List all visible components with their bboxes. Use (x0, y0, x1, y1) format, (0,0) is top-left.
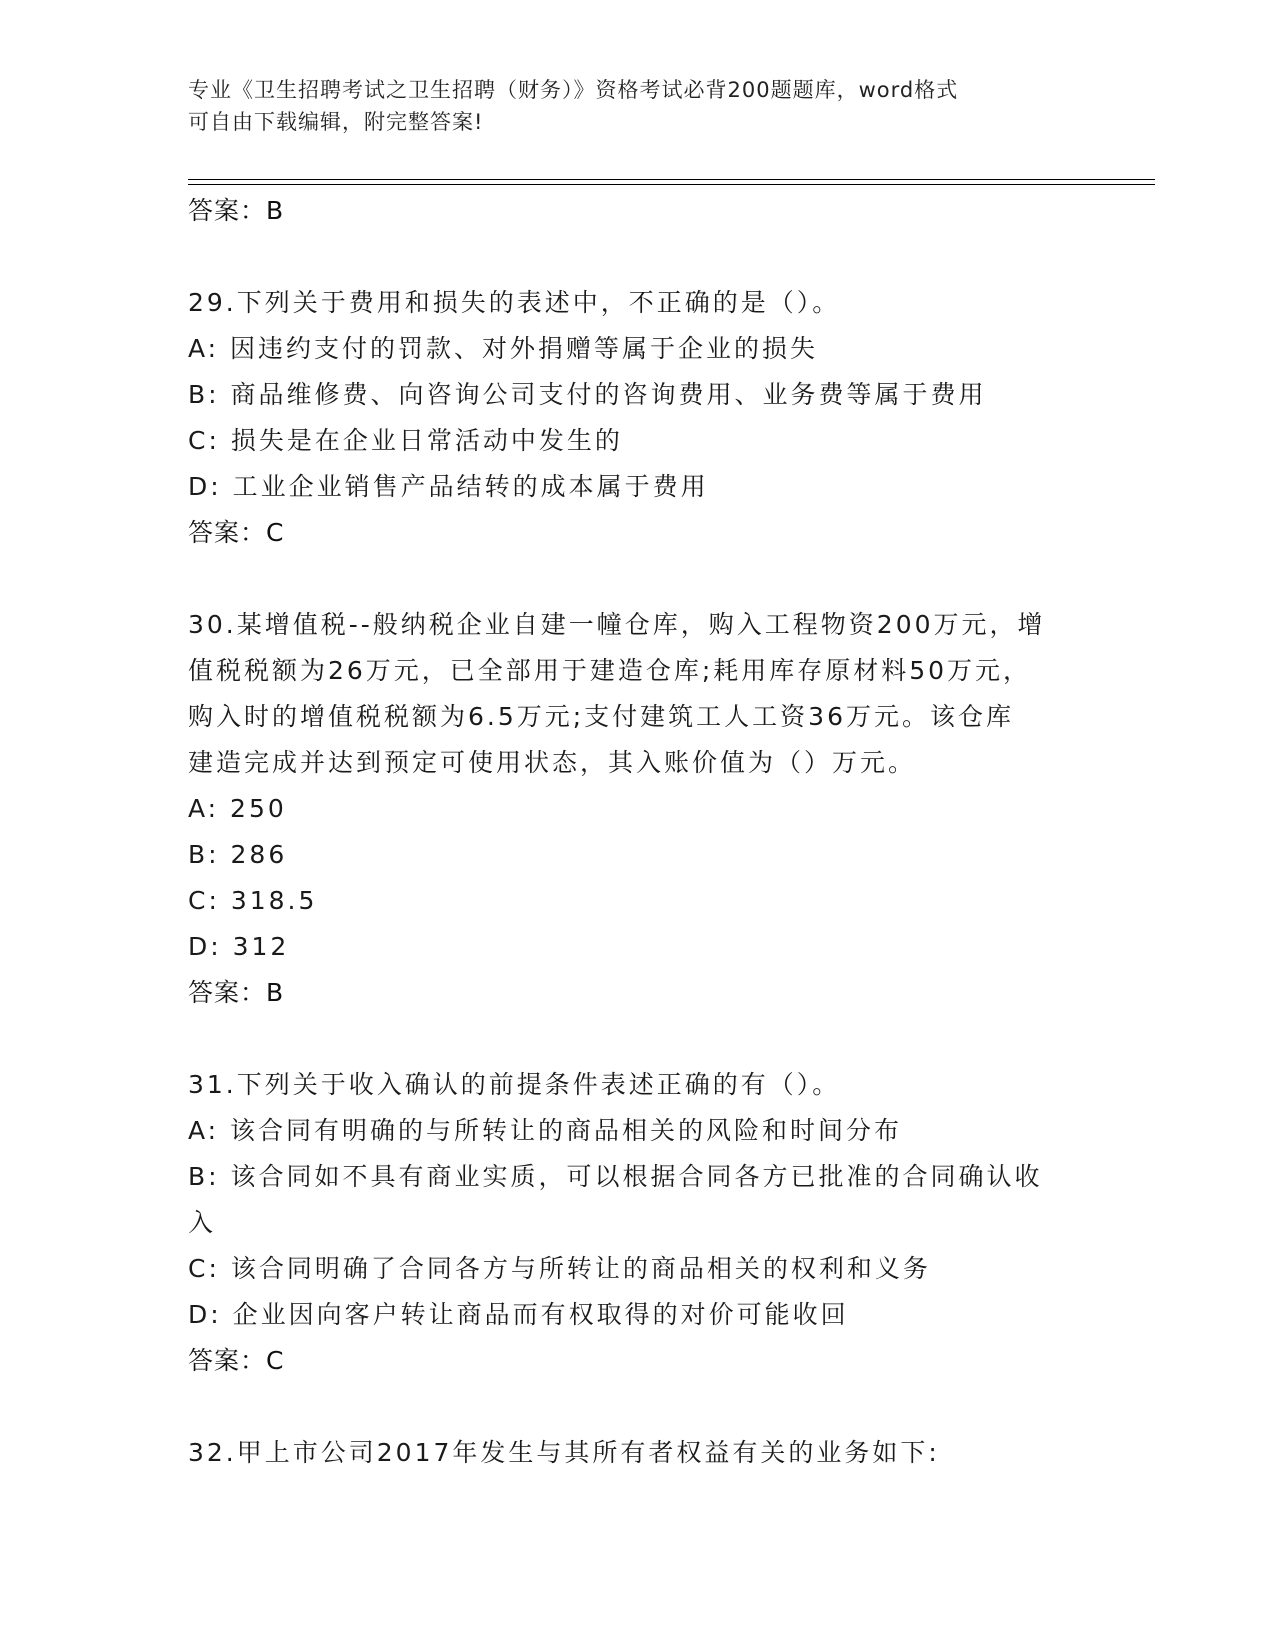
question-29-stem: 29.下列关于费用和损失的表述中，不正确的是（）。 (188, 288, 841, 317)
question-29-option-b: B: 商品维修费、向咨询公司支付的咨询费用、业务费等属于费用 (188, 380, 987, 409)
question-list (188, 188, 1088, 1476)
question-29 (188, 280, 1088, 556)
question-31-stem: 31.下列关于收入确认的前提条件表述正确的有（）。 (188, 1070, 841, 1099)
document-header (188, 74, 1088, 138)
question-30-option-d: D: 312 (188, 932, 290, 961)
question-30 (188, 602, 1088, 1016)
question-31-option-b-line-2: 入 (188, 1208, 217, 1237)
header-divider (188, 179, 1155, 185)
question-32-stem: 32.甲上市公司2017年发生与其所有者权益有关的业务如下: (188, 1438, 940, 1467)
question-29-option-c: C: 损失是在企业日常活动中发生的 (188, 426, 623, 455)
question-31-option-d: D: 企业因向客户转让商品而有权取得的对价可能收回 (188, 1300, 849, 1329)
spacer (188, 1384, 1088, 1430)
question-29-option-d: D: 工业企业销售产品结转的成本属于费用 (188, 472, 709, 501)
spacer (188, 1016, 1088, 1062)
answer-q28: 答案：B (188, 196, 285, 225)
question-30-option-b: B: 286 (188, 840, 288, 869)
answer-q29: 答案：C (188, 518, 285, 547)
answer-q30: 答案：B (188, 978, 285, 1007)
question-30-option-c: C: 318.5 (188, 886, 318, 915)
question-32 (188, 1430, 1088, 1476)
header-line-2: 可自由下载编辑，附完整答案! (188, 110, 484, 134)
question-31-option-a: A: 该合同有明确的与所转让的商品相关的风险和时间分布 (188, 1116, 903, 1145)
spacer (188, 556, 1088, 602)
question-30-stem-line-3: 购入时的增值税税额为6.5万元;支付建筑工人工资36万元。该仓库 (188, 702, 1014, 731)
question-31-option-b-line-1: B: 该合同如不具有商业实质，可以根据合同各方已批准的合同确认收 (188, 1162, 1043, 1191)
spacer (188, 234, 1088, 280)
question-30-stem-line-2: 值税税额为26万元，已全部用于建造仓库;耗用库存原材料50万元， (188, 656, 1032, 685)
question-30-option-a: A: 250 (188, 794, 287, 823)
question-31 (188, 1062, 1088, 1384)
question-31-option-c: C: 该合同明确了合同各方与所转让的商品相关的权利和义务 (188, 1254, 931, 1283)
answer-q31: 答案：C (188, 1346, 285, 1375)
question-30-stem-line-4: 建造完成并达到预定可使用状态，其入账价值为（）万元。 (188, 748, 917, 777)
question-29-option-a: A: 因违约支付的罚款、对外捐赠等属于企业的损失 (188, 334, 819, 363)
header-line-1: 专业《卫生招聘考试之卫生招聘（财务）》资格考试必背200题题库，word格式 (188, 78, 959, 102)
question-30-stem-line-1: 30.某增值税--般纳税企业自建一幢仓库，购入工程物资200万元，增 (188, 610, 1046, 639)
